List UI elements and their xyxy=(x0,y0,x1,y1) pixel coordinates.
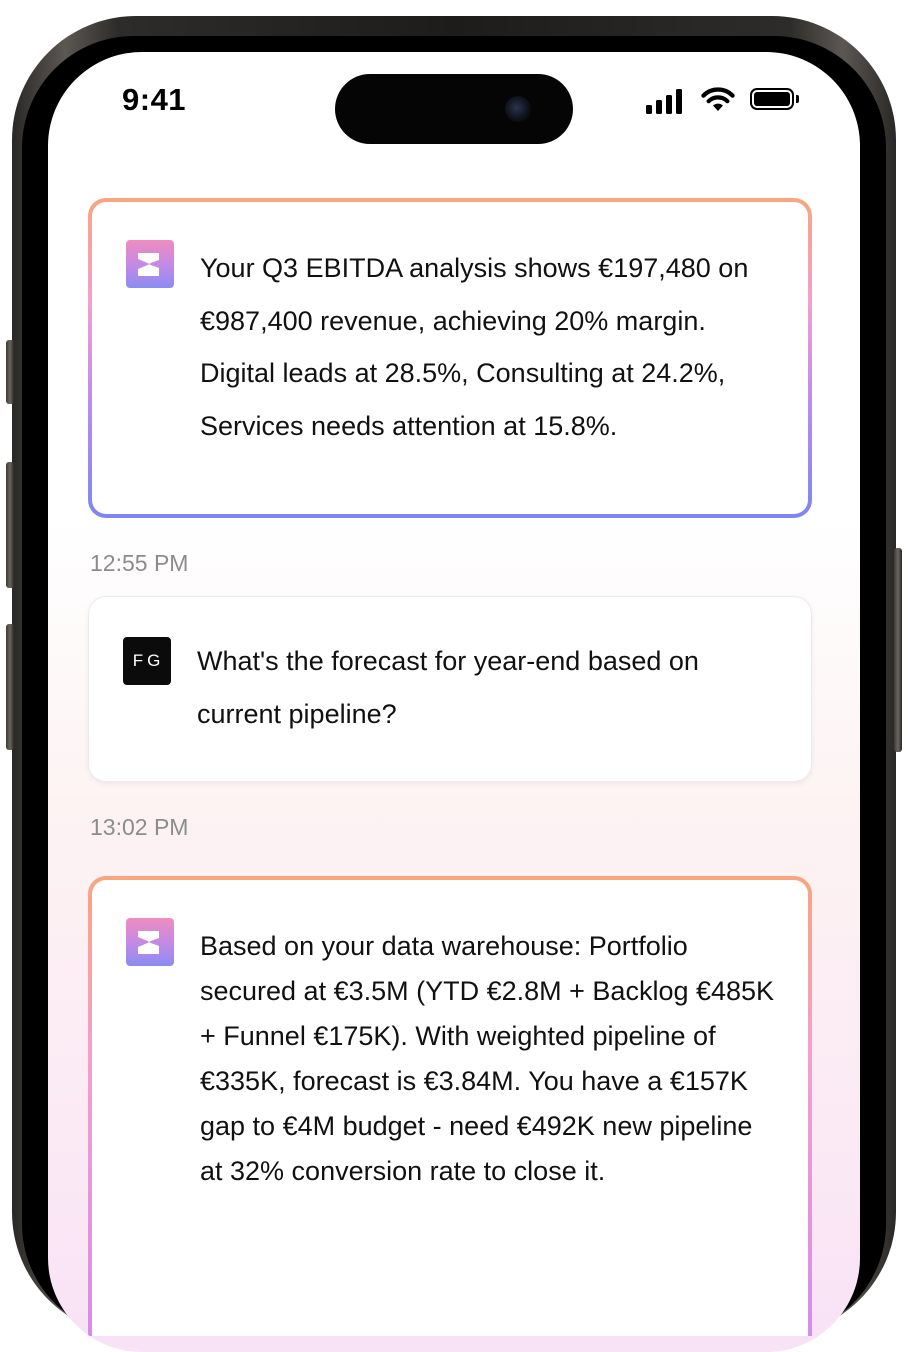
phone-screen xyxy=(48,52,860,1352)
assistant-message-card xyxy=(88,198,812,518)
user-avatar: FG xyxy=(123,637,171,685)
assistant-logo-icon xyxy=(126,918,174,966)
user-message-card xyxy=(88,596,812,782)
side-button xyxy=(894,548,902,752)
action-button xyxy=(6,340,14,404)
assistant-message-text: Your Q3 EBITDA analysis shows €197,480 on €987,400 revenue, achieving 20% margin. Digital leads at 28.5%, Consulting at 24.2%, Services needs attention at 15.8%. xyxy=(200,253,749,441)
assistant-logo-icon xyxy=(126,240,174,288)
camera-icon xyxy=(505,96,531,122)
message-timestamp: 13:02 PM xyxy=(90,814,189,840)
dynamic-island xyxy=(335,74,573,144)
user-message-text: What's the forecast for year-end based on current pipeline? xyxy=(197,646,699,729)
assistant-message-text: Based on your data warehouse: Portfolio secured at €3.5M (YTD €2.8M + Backlog €485K + Funnel €175K). With weighted pipeline of €335K, forecast is €3.84M. You have a €157K gap to €4M budget - need €492K new pipeline at 32% conversion rate to close it. xyxy=(200,931,775,1186)
signal-bar-icon xyxy=(666,95,672,114)
signal-bar-icon xyxy=(676,89,682,114)
signal-bar-icon xyxy=(656,100,662,114)
wifi-icon xyxy=(700,86,736,112)
signal-bar-icon xyxy=(646,105,652,114)
volume-up-button xyxy=(6,462,14,588)
assistant-message-card xyxy=(88,876,812,1336)
volume-down-button xyxy=(6,624,14,750)
message-timestamp: 12:55 PM xyxy=(90,550,189,576)
battery-tip xyxy=(796,95,799,103)
status-time: 9:41 xyxy=(122,82,187,117)
battery-icon xyxy=(750,88,794,110)
